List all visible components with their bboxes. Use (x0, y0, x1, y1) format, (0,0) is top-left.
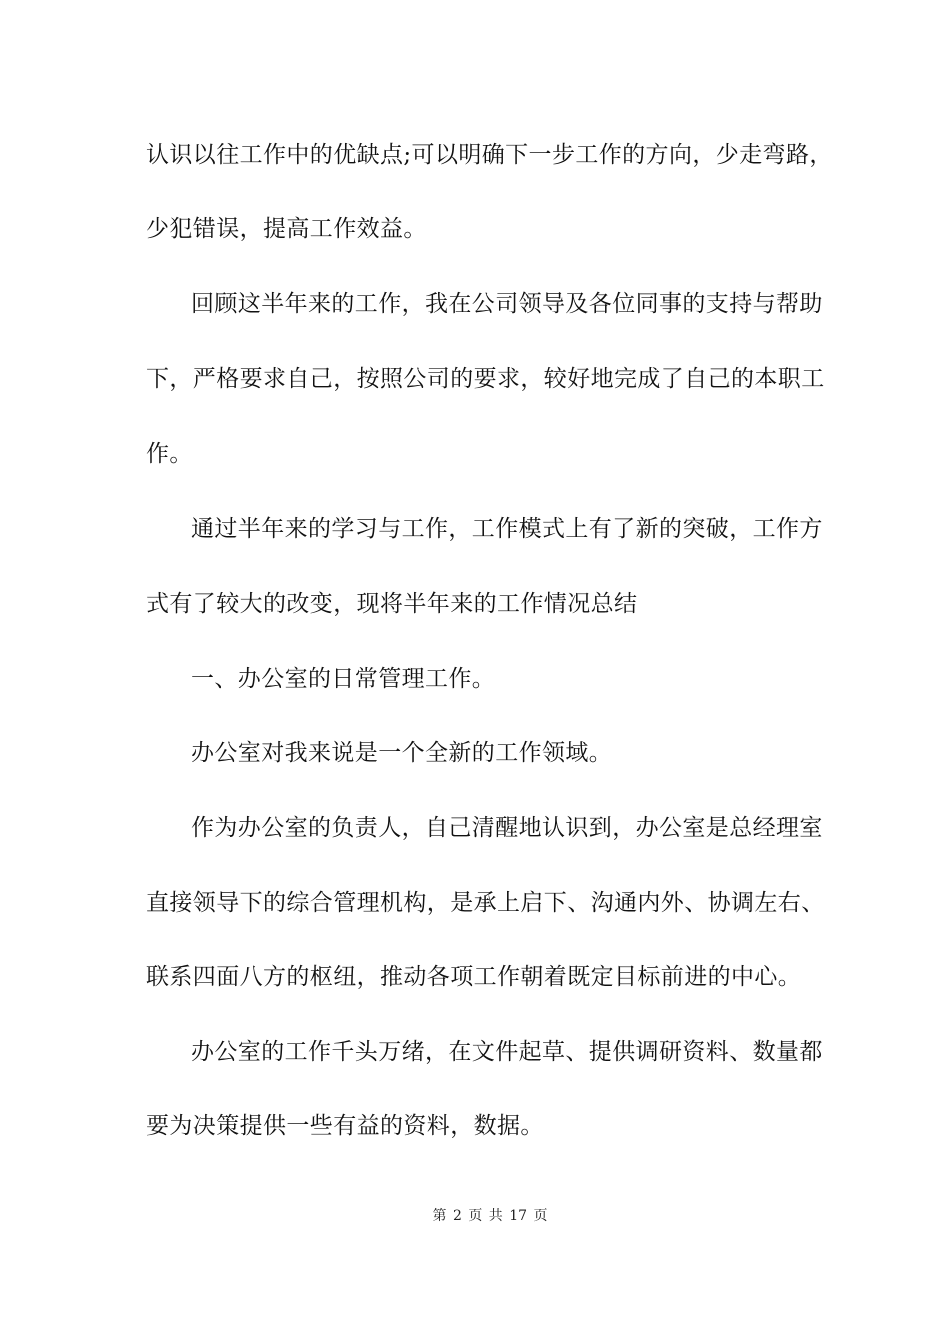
footer-suffix: 页 (533, 1208, 548, 1224)
paragraph-line: 办公室的工作千头万绪，在文件起草、提供调研资料、数量都 (191, 1039, 823, 1065)
section-heading: 一、办公室的日常管理工作。 (191, 666, 496, 692)
paragraph-line: 作。 (146, 441, 193, 467)
page-footer (0, 1206, 950, 1226)
paragraph-line: 直接领导下的综合管理机构，是承上启下、沟通内外、协调左右、 (146, 890, 825, 916)
paragraph-line: 认识以往工作中的优缺点;可以明确下一步工作的方向，少走弯路， (146, 142, 833, 168)
paragraph-line: 要为决策提供一些有益的资料，数据。 (146, 1113, 544, 1139)
paragraph-line: 联系四面八方的枢纽，推动各项工作朝着既定目标前进的中心。 (146, 964, 802, 990)
paragraph-line: 下，严格要求自己，按照公司的要求，较好地完成了自己的本职工 (146, 366, 825, 392)
footer-total-pages: 17 (509, 1208, 528, 1224)
footer-page-word: 页 (468, 1208, 483, 1224)
paragraph-line: 通过半年来的学习与工作，工作模式上有了新的突破，工作方 (191, 516, 823, 542)
footer-total-word: 共 (488, 1208, 503, 1224)
paragraph-line: 办公室对我来说是一个全新的工作领域。 (191, 740, 613, 766)
footer-prefix: 第 (432, 1208, 447, 1224)
paragraph-line: 少犯错误，提高工作效益。 (146, 216, 427, 242)
paragraph-line: 式有了较大的改变，现将半年来的工作情况总结 (146, 591, 638, 617)
footer-current-page: 2 (452, 1208, 462, 1224)
paragraph-line: 回顾这半年来的工作，我在公司领导及各位同事的支持与帮助 (191, 291, 823, 317)
paragraph-line: 作为办公室的负责人，自己清醒地认识到，办公室是总经理室 (191, 815, 823, 841)
